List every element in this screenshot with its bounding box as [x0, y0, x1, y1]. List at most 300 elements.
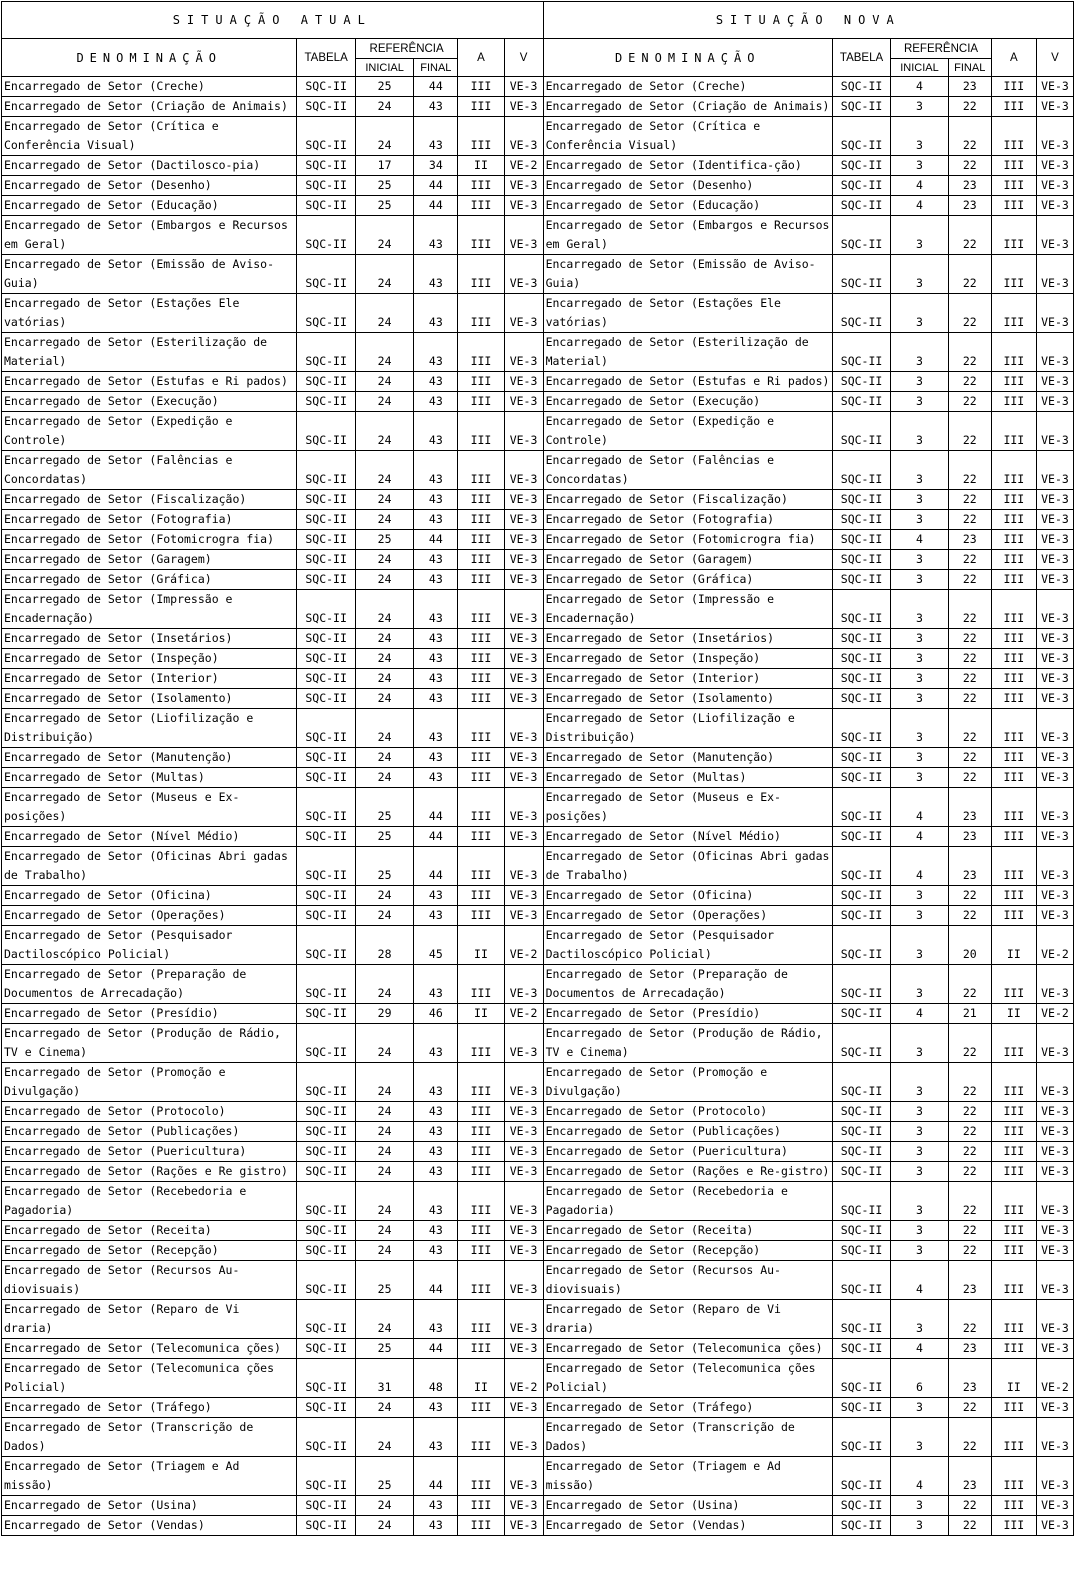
- cell-inicial-atual: 24: [355, 294, 413, 333]
- cell-tabela-atual: SQC-II: [297, 1122, 355, 1142]
- cell-final-atual: 43: [414, 768, 458, 788]
- cell-a-nova: III: [991, 216, 1036, 255]
- cell-denominacao-nova: Encarregado de Setor (Publicações): [543, 1122, 832, 1142]
- cell-final-nova: 22: [948, 392, 991, 412]
- cell-denominacao-atual: Encarregado de Setor (Puericultura): [2, 1142, 297, 1162]
- cell-final-atual: 43: [414, 1418, 458, 1457]
- cell-final-nova: 22: [948, 689, 991, 709]
- cell-a-atual: III: [458, 1339, 504, 1359]
- cell-a-atual: III: [458, 906, 504, 926]
- cell-final-atual: 43: [414, 906, 458, 926]
- cell-final-nova: 22: [948, 669, 991, 689]
- col-final-atual: FINAL: [414, 59, 458, 77]
- table-row: [2, 1241, 1074, 1261]
- cell-final-nova: 22: [948, 1418, 991, 1457]
- table-row: [2, 156, 1074, 176]
- cell-final-nova: 22: [948, 117, 991, 156]
- cell-v-nova: VE-3: [1036, 965, 1073, 1004]
- cell-inicial-nova: 3: [891, 392, 948, 412]
- cell-v-nova: VE-3: [1036, 77, 1073, 97]
- cell-v-atual: VE-3: [504, 649, 543, 669]
- cell-v-atual: VE-3: [504, 392, 543, 412]
- cell-v-nova: VE-3: [1036, 1418, 1073, 1457]
- cell-inicial-nova: 3: [891, 97, 948, 117]
- cell-denominacao-nova: Encarregado de Setor (Liofilização e Distribuição): [543, 709, 832, 748]
- cell-inicial-atual: 24: [355, 669, 413, 689]
- cell-tabela-atual: SQC-II: [297, 788, 355, 827]
- cell-denominacao-nova: Encarregado de Setor (Preparação de Documentos de Arrecadação): [543, 965, 832, 1004]
- cell-final-nova: 22: [948, 1142, 991, 1162]
- cell-inicial-nova: 3: [891, 117, 948, 156]
- cell-denominacao-atual: Encarregado de Setor (Crítica e Conferência Visual): [2, 117, 297, 156]
- cell-tabela-atual: SQC-II: [297, 1418, 355, 1457]
- cell-inicial-atual: 24: [355, 590, 413, 629]
- cell-v-nova: VE-3: [1036, 97, 1073, 117]
- cell-inicial-nova: 3: [891, 1024, 948, 1063]
- cell-inicial-nova: 3: [891, 490, 948, 510]
- cell-denominacao-nova: Encarregado de Setor (Gráfica): [543, 570, 832, 590]
- cell-tabela-atual: SQC-II: [297, 649, 355, 669]
- cell-a-nova: III: [991, 176, 1036, 196]
- cell-final-atual: 43: [414, 1398, 458, 1418]
- cell-final-nova: 22: [948, 372, 991, 392]
- cell-v-atual: VE-3: [504, 412, 543, 451]
- cell-inicial-nova: 3: [891, 451, 948, 490]
- cell-inicial-nova: 3: [891, 255, 948, 294]
- cell-v-atual: VE-3: [504, 1516, 543, 1536]
- cell-a-nova: III: [991, 255, 1036, 294]
- cell-a-nova: III: [991, 1516, 1036, 1536]
- cell-inicial-atual: 24: [355, 1182, 413, 1221]
- cell-tabela-atual: SQC-II: [297, 669, 355, 689]
- cell-a-atual: III: [458, 748, 504, 768]
- comparison-table: [1, 1, 1074, 1536]
- cell-tabela-atual: SQC-II: [297, 1241, 355, 1261]
- cell-final-nova: 23: [948, 77, 991, 97]
- cell-denominacao-nova: Encarregado de Setor (Inspeção): [543, 649, 832, 669]
- cell-a-atual: III: [458, 886, 504, 906]
- cell-a-nova: III: [991, 590, 1036, 629]
- cell-a-nova: III: [991, 490, 1036, 510]
- cell-v-nova: VE-3: [1036, 372, 1073, 392]
- cell-v-nova: VE-3: [1036, 1516, 1073, 1536]
- cell-inicial-nova: 3: [891, 649, 948, 669]
- cell-final-atual: 43: [414, 255, 458, 294]
- cell-tabela-nova: SQC-II: [832, 1261, 890, 1300]
- cell-v-atual: VE-3: [504, 255, 543, 294]
- cell-final-nova: 23: [948, 530, 991, 550]
- cell-inicial-atual: 24: [355, 1063, 413, 1102]
- table-row: [2, 333, 1074, 372]
- cell-denominacao-nova: Encarregado de Setor (Oficinas Abri gadas de Trabalho): [543, 847, 832, 886]
- cell-v-nova: VE-3: [1036, 1063, 1073, 1102]
- cell-v-nova: VE-3: [1036, 196, 1073, 216]
- cell-inicial-atual: 24: [355, 906, 413, 926]
- cell-denominacao-nova: Encarregado de Setor (Crítica e Conferência Visual): [543, 117, 832, 156]
- cell-tabela-atual: SQC-II: [297, 530, 355, 550]
- cell-tabela-atual: SQC-II: [297, 490, 355, 510]
- cell-denominacao-atual: Encarregado de Setor (Triagem e Ad missão): [2, 1457, 297, 1496]
- cell-final-nova: 22: [948, 886, 991, 906]
- table-row: [2, 510, 1074, 530]
- cell-denominacao-atual: Encarregado de Setor (Estações Ele vatórias): [2, 294, 297, 333]
- table-row: [2, 649, 1074, 669]
- cell-final-atual: 43: [414, 1496, 458, 1516]
- col-a-atual: A: [458, 39, 504, 77]
- cell-tabela-nova: SQC-II: [832, 689, 890, 709]
- cell-inicial-nova: 3: [891, 748, 948, 768]
- cell-denominacao-atual: Encarregado de Setor (Criação de Animais): [2, 97, 297, 117]
- cell-v-atual: VE-2: [504, 1359, 543, 1398]
- cell-final-nova: 22: [948, 1162, 991, 1182]
- cell-a-atual: III: [458, 294, 504, 333]
- cell-inicial-nova: 3: [891, 1162, 948, 1182]
- cell-v-nova: VE-3: [1036, 649, 1073, 669]
- cell-final-nova: 23: [948, 788, 991, 827]
- cell-denominacao-nova: Encarregado de Setor (Museus e Ex-posições): [543, 788, 832, 827]
- table-row: [2, 590, 1074, 629]
- cell-denominacao-nova: Encarregado de Setor (Presídio): [543, 1004, 832, 1024]
- cell-a-nova: III: [991, 768, 1036, 788]
- cell-denominacao-nova: Encarregado de Setor (Telecomunica ções Policial): [543, 1359, 832, 1398]
- cell-inicial-atual: 24: [355, 97, 413, 117]
- cell-denominacao-nova: Encarregado de Setor (Fiscalização): [543, 490, 832, 510]
- cell-inicial-atual: 24: [355, 550, 413, 570]
- cell-final-nova: 22: [948, 629, 991, 649]
- cell-v-atual: VE-3: [504, 176, 543, 196]
- cell-final-nova: 22: [948, 906, 991, 926]
- cell-v-atual: VE-3: [504, 550, 543, 570]
- cell-denominacao-atual: Encarregado de Setor (Produção de Rádio, TV e Cinema): [2, 1024, 297, 1063]
- cell-tabela-atual: SQC-II: [297, 906, 355, 926]
- cell-v-nova: VE-3: [1036, 530, 1073, 550]
- cell-denominacao-atual: Encarregado de Setor (Recursos Au-diovisuais): [2, 1261, 297, 1300]
- cell-inicial-nova: 3: [891, 1102, 948, 1122]
- cell-v-nova: VE-3: [1036, 1142, 1073, 1162]
- cell-tabela-atual: SQC-II: [297, 333, 355, 372]
- cell-v-atual: VE-3: [504, 827, 543, 847]
- cell-tabela-atual: SQC-II: [297, 1182, 355, 1221]
- cell-inicial-nova: 4: [891, 176, 948, 196]
- cell-a-atual: III: [458, 827, 504, 847]
- cell-denominacao-atual: Encarregado de Setor (Multas): [2, 768, 297, 788]
- table-row: [2, 550, 1074, 570]
- cell-denominacao-atual: Encarregado de Setor (Execução): [2, 392, 297, 412]
- cell-tabela-atual: SQC-II: [297, 97, 355, 117]
- cell-inicial-atual: 24: [355, 886, 413, 906]
- cell-tabela-nova: SQC-II: [832, 590, 890, 629]
- cell-final-nova: 22: [948, 965, 991, 1004]
- cell-denominacao-nova: Encarregado de Setor (Telecomunica ções): [543, 1339, 832, 1359]
- cell-a-atual: III: [458, 1241, 504, 1261]
- cell-v-nova: VE-3: [1036, 570, 1073, 590]
- table-row: [2, 1024, 1074, 1063]
- col-a-nova: A: [991, 39, 1036, 77]
- table-row: [2, 392, 1074, 412]
- cell-denominacao-nova: Encarregado de Setor (Produção de Rádio, TV e Cinema): [543, 1024, 832, 1063]
- table-row: [2, 768, 1074, 788]
- table-row: [2, 570, 1074, 590]
- cell-inicial-atual: 24: [355, 1496, 413, 1516]
- cell-denominacao-atual: Encarregado de Setor (Reparo de Vi draria): [2, 1300, 297, 1339]
- cell-tabela-nova: SQC-II: [832, 768, 890, 788]
- cell-final-nova: 23: [948, 1359, 991, 1398]
- table-row: [2, 1418, 1074, 1457]
- cell-final-nova: 22: [948, 570, 991, 590]
- cell-final-atual: 43: [414, 333, 458, 372]
- cell-a-nova: III: [991, 1496, 1036, 1516]
- cell-tabela-atual: SQC-II: [297, 590, 355, 629]
- cell-tabela-nova: SQC-II: [832, 1221, 890, 1241]
- cell-denominacao-atual: Encarregado de Setor (Educação): [2, 196, 297, 216]
- cell-final-atual: 43: [414, 412, 458, 451]
- col-v-nova: V: [1036, 39, 1073, 77]
- cell-inicial-atual: 24: [355, 372, 413, 392]
- cell-inicial-nova: 3: [891, 1300, 948, 1339]
- cell-final-atual: 44: [414, 176, 458, 196]
- cell-a-atual: III: [458, 689, 504, 709]
- cell-final-atual: 43: [414, 965, 458, 1004]
- cell-denominacao-atual: Encarregado de Setor (Protocolo): [2, 1102, 297, 1122]
- cell-final-nova: 23: [948, 1339, 991, 1359]
- cell-v-nova: VE-3: [1036, 1300, 1073, 1339]
- cell-final-atual: 43: [414, 1221, 458, 1241]
- cell-tabela-nova: SQC-II: [832, 629, 890, 649]
- cell-tabela-atual: SQC-II: [297, 926, 355, 965]
- cell-final-atual: 34: [414, 156, 458, 176]
- cell-tabela-nova: SQC-II: [832, 1241, 890, 1261]
- table-row: [2, 1457, 1074, 1496]
- cell-tabela-atual: SQC-II: [297, 451, 355, 490]
- cell-a-atual: III: [458, 629, 504, 649]
- cell-v-atual: VE-3: [504, 788, 543, 827]
- cell-inicial-nova: 3: [891, 372, 948, 392]
- cell-tabela-atual: SQC-II: [297, 372, 355, 392]
- cell-v-atual: VE-3: [504, 510, 543, 530]
- cell-tabela-atual: SQC-II: [297, 1221, 355, 1241]
- table-row: [2, 1261, 1074, 1300]
- cell-denominacao-nova: Encarregado de Setor (Impressão e Encadernação): [543, 590, 832, 629]
- cell-tabela-nova: SQC-II: [832, 216, 890, 255]
- cell-v-nova: VE-3: [1036, 1122, 1073, 1142]
- cell-a-atual: III: [458, 333, 504, 372]
- cell-denominacao-atual: Encarregado de Setor (Desenho): [2, 176, 297, 196]
- cell-inicial-atual: 24: [355, 570, 413, 590]
- cell-final-nova: 22: [948, 490, 991, 510]
- cell-a-nova: II: [991, 926, 1036, 965]
- cell-tabela-atual: SQC-II: [297, 748, 355, 768]
- cell-v-nova: VE-3: [1036, 906, 1073, 926]
- cell-denominacao-nova: Encarregado de Setor (Interior): [543, 669, 832, 689]
- cell-a-nova: III: [991, 965, 1036, 1004]
- cell-v-atual: VE-3: [504, 294, 543, 333]
- cell-denominacao-nova: Encarregado de Setor (Usina): [543, 1496, 832, 1516]
- cell-a-nova: III: [991, 788, 1036, 827]
- cell-tabela-nova: SQC-II: [832, 1024, 890, 1063]
- cell-tabela-atual: SQC-II: [297, 1339, 355, 1359]
- cell-tabela-nova: SQC-II: [832, 451, 890, 490]
- cell-inicial-atual: 24: [355, 117, 413, 156]
- cell-final-nova: 23: [948, 827, 991, 847]
- cell-v-atual: VE-3: [504, 847, 543, 886]
- cell-v-atual: VE-2: [504, 156, 543, 176]
- cell-final-nova: 22: [948, 333, 991, 372]
- col-tabela-nova: TABELA: [832, 39, 890, 77]
- cell-a-atual: III: [458, 216, 504, 255]
- cell-denominacao-nova: Encarregado de Setor (Emissão de Aviso-Guia): [543, 255, 832, 294]
- cell-v-nova: VE-3: [1036, 847, 1073, 886]
- cell-a-nova: III: [991, 451, 1036, 490]
- cell-inicial-atual: 24: [355, 255, 413, 294]
- col-denominacao-atual: DENOMINAÇÃO: [2, 39, 297, 77]
- cell-final-nova: 22: [948, 1221, 991, 1241]
- cell-denominacao-nova: Encarregado de Setor (Estações Ele vatórias): [543, 294, 832, 333]
- cell-tabela-nova: SQC-II: [832, 847, 890, 886]
- table-row: [2, 97, 1074, 117]
- cell-inicial-atual: 24: [355, 451, 413, 490]
- cell-v-nova: VE-3: [1036, 886, 1073, 906]
- cell-a-atual: III: [458, 1182, 504, 1221]
- cell-tabela-atual: SQC-II: [297, 847, 355, 886]
- cell-denominacao-atual: Encarregado de Setor (Fotomicrogra fia): [2, 530, 297, 550]
- cell-inicial-nova: 3: [891, 1063, 948, 1102]
- table-row: [2, 216, 1074, 255]
- cell-inicial-atual: 25: [355, 788, 413, 827]
- cell-v-atual: VE-3: [504, 1418, 543, 1457]
- cell-final-atual: 43: [414, 490, 458, 510]
- cell-a-nova: III: [991, 1241, 1036, 1261]
- cell-denominacao-atual: Encarregado de Setor (Fiscalização): [2, 490, 297, 510]
- cell-a-atual: III: [458, 412, 504, 451]
- table-body: [2, 77, 1074, 1536]
- cell-tabela-nova: SQC-II: [832, 412, 890, 451]
- cell-inicial-atual: 24: [355, 1516, 413, 1536]
- cell-a-nova: III: [991, 1418, 1036, 1457]
- cell-a-atual: III: [458, 570, 504, 590]
- cell-final-nova: 22: [948, 649, 991, 669]
- cell-tabela-atual: SQC-II: [297, 176, 355, 196]
- cell-v-atual: VE-3: [504, 77, 543, 97]
- cell-tabela-nova: SQC-II: [832, 372, 890, 392]
- cell-inicial-nova: 3: [891, 1142, 948, 1162]
- cell-denominacao-nova: Encarregado de Setor (Puericultura): [543, 1142, 832, 1162]
- table-row: [2, 196, 1074, 216]
- cell-tabela-atual: SQC-II: [297, 1457, 355, 1496]
- cell-v-nova: VE-3: [1036, 669, 1073, 689]
- cell-tabela-atual: SQC-II: [297, 392, 355, 412]
- table-row: [2, 294, 1074, 333]
- cell-inicial-atual: 25: [355, 827, 413, 847]
- cell-tabela-nova: SQC-II: [832, 77, 890, 97]
- cell-denominacao-nova: Encarregado de Setor (Fotografia): [543, 510, 832, 530]
- cell-final-nova: 23: [948, 196, 991, 216]
- cell-a-atual: III: [458, 1024, 504, 1063]
- cell-inicial-nova: 4: [891, 788, 948, 827]
- cell-denominacao-atual: Encarregado de Setor (Oficinas Abri gadas de Trabalho): [2, 847, 297, 886]
- cell-inicial-nova: 3: [891, 1221, 948, 1241]
- cell-v-nova: VE-3: [1036, 216, 1073, 255]
- cell-tabela-atual: SQC-II: [297, 216, 355, 255]
- cell-a-atual: III: [458, 510, 504, 530]
- cell-a-atual: III: [458, 1261, 504, 1300]
- cell-final-nova: 22: [948, 156, 991, 176]
- cell-a-atual: III: [458, 1142, 504, 1162]
- cell-inicial-atual: 24: [355, 709, 413, 748]
- cell-tabela-nova: SQC-II: [832, 1004, 890, 1024]
- cell-a-atual: III: [458, 97, 504, 117]
- cell-a-nova: III: [991, 649, 1036, 669]
- cell-v-nova: VE-3: [1036, 827, 1073, 847]
- cell-denominacao-nova: Encarregado de Setor (Esterilização de Material): [543, 333, 832, 372]
- cell-tabela-atual: SQC-II: [297, 886, 355, 906]
- cell-tabela-nova: SQC-II: [832, 176, 890, 196]
- cell-inicial-nova: 3: [891, 709, 948, 748]
- cell-final-atual: 44: [414, 847, 458, 886]
- cell-tabela-nova: SQC-II: [832, 1063, 890, 1102]
- cell-denominacao-nova: Encarregado de Setor (Vendas): [543, 1516, 832, 1536]
- cell-a-atual: III: [458, 117, 504, 156]
- cell-v-nova: VE-2: [1036, 1004, 1073, 1024]
- cell-a-atual: II: [458, 926, 504, 965]
- cell-inicial-atual: 24: [355, 490, 413, 510]
- col-referencia-atual: REFERÊNCIA: [355, 39, 458, 59]
- cell-a-nova: III: [991, 1063, 1036, 1102]
- cell-tabela-atual: SQC-II: [297, 1102, 355, 1122]
- cell-tabela-atual: SQC-II: [297, 709, 355, 748]
- cell-denominacao-atual: Encarregado de Setor (Inspeção): [2, 649, 297, 669]
- table-row: [2, 1359, 1074, 1398]
- cell-v-atual: VE-3: [504, 451, 543, 490]
- table-row: [2, 709, 1074, 748]
- cell-v-atual: VE-3: [504, 1261, 543, 1300]
- cell-final-atual: 48: [414, 1359, 458, 1398]
- cell-v-atual: VE-3: [504, 709, 543, 748]
- cell-tabela-atual: SQC-II: [297, 689, 355, 709]
- cell-inicial-nova: 3: [891, 1122, 948, 1142]
- cell-a-nova: III: [991, 827, 1036, 847]
- cell-tabela-nova: SQC-II: [832, 965, 890, 1004]
- cell-denominacao-nova: Encarregado de Setor (Promoção e Divulgação): [543, 1063, 832, 1102]
- cell-a-atual: III: [458, 372, 504, 392]
- cell-inicial-nova: 3: [891, 550, 948, 570]
- cell-tabela-atual: SQC-II: [297, 570, 355, 590]
- cell-denominacao-atual: Encarregado de Setor (Falências e Concordatas): [2, 451, 297, 490]
- cell-v-nova: VE-3: [1036, 490, 1073, 510]
- cell-final-nova: 22: [948, 1241, 991, 1261]
- situacao-nova-title: SITUAÇÃO NOVA: [543, 2, 1073, 39]
- cell-v-atual: VE-3: [504, 1142, 543, 1162]
- cell-tabela-nova: SQC-II: [832, 788, 890, 827]
- cell-tabela-nova: SQC-II: [832, 570, 890, 590]
- cell-inicial-nova: 3: [891, 965, 948, 1004]
- cell-v-nova: VE-3: [1036, 1457, 1073, 1496]
- cell-a-nova: III: [991, 117, 1036, 156]
- cell-inicial-nova: 4: [891, 196, 948, 216]
- cell-tabela-atual: SQC-II: [297, 117, 355, 156]
- cell-v-nova: VE-3: [1036, 412, 1073, 451]
- situacao-atual-title: SITUAÇÃO ATUAL: [2, 2, 544, 39]
- cell-inicial-nova: 4: [891, 847, 948, 886]
- cell-a-atual: III: [458, 1457, 504, 1496]
- cell-inicial-atual: 24: [355, 748, 413, 768]
- table-row: [2, 748, 1074, 768]
- cell-a-nova: III: [991, 906, 1036, 926]
- cell-v-nova: VE-3: [1036, 689, 1073, 709]
- cell-denominacao-nova: Encarregado de Setor (Embargos e Recursos em Geral): [543, 216, 832, 255]
- cell-inicial-nova: 3: [891, 1516, 948, 1536]
- cell-tabela-nova: SQC-II: [832, 1516, 890, 1536]
- cell-tabela-atual: SQC-II: [297, 1300, 355, 1339]
